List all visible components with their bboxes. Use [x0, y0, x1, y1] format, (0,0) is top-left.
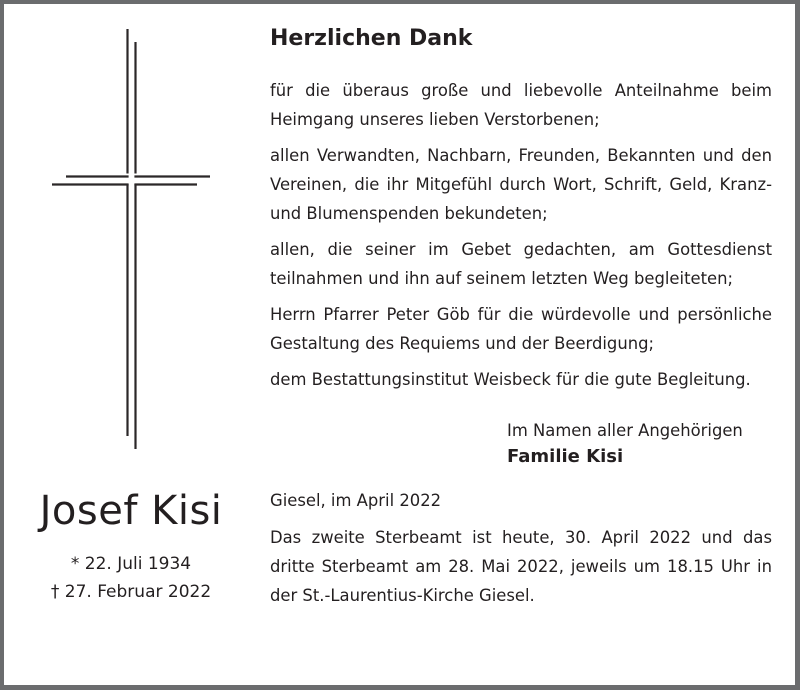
- thanks-paragraph-4: Herrn Pfarrer Peter Göb für die würdevolle und persönliche Gestaltung des Requiems und der Beerdigung;: [270, 305, 772, 353]
- thanks-paragraph-1: für die überaus große und liebevolle Anteilnahme beim Heimgang unseres lieben Verstorbenen;: [270, 81, 772, 129]
- thanks-paragraph-5: dem Bestattungsinstitut Weisbeck für die gute Begleitung.: [270, 370, 751, 389]
- signature-line: Im Namen aller Angehörigen: [507, 421, 743, 440]
- thanks-paragraph-3: allen, die seiner im Gebet gedachten, am Gottesdienst teilnahmen und ihn auf seinem letzten Weg begleiteten;: [270, 240, 772, 288]
- service-info: Das zweite Sterbeamt ist heute, 30. April 2022 und das dritte Sterbeamt am 28. Mai 2022, jeweils um 18.15 Uhr in der St.-Laurentius-Kirche Giesel.: [270, 528, 772, 605]
- signature-block: [507, 418, 772, 470]
- birth-date: * 22. Juli 1934: [70, 554, 192, 574]
- life-dates: [4, 550, 258, 606]
- place-date: Giesel, im April 2022: [270, 491, 442, 510]
- deceased-name: Josef Kisi: [39, 488, 223, 534]
- cross-icon: [4, 4, 264, 474]
- signature-family: Familie Kisi: [507, 446, 624, 467]
- notice-title: Herzlichen Dank: [270, 26, 473, 51]
- thanks-paragraph-2: allen Verwandten, Nachbarn, Freunden, Bekannten und den Vereinen, die ihr Mitgefühl durch Wort, Schrift, Geld, Kranz- und Blumenspenden bekundeten;: [270, 146, 772, 223]
- death-date: † 27. Februar 2022: [50, 582, 212, 602]
- thanks-text-column: [270, 24, 772, 617]
- obituary-card: [4, 4, 795, 685]
